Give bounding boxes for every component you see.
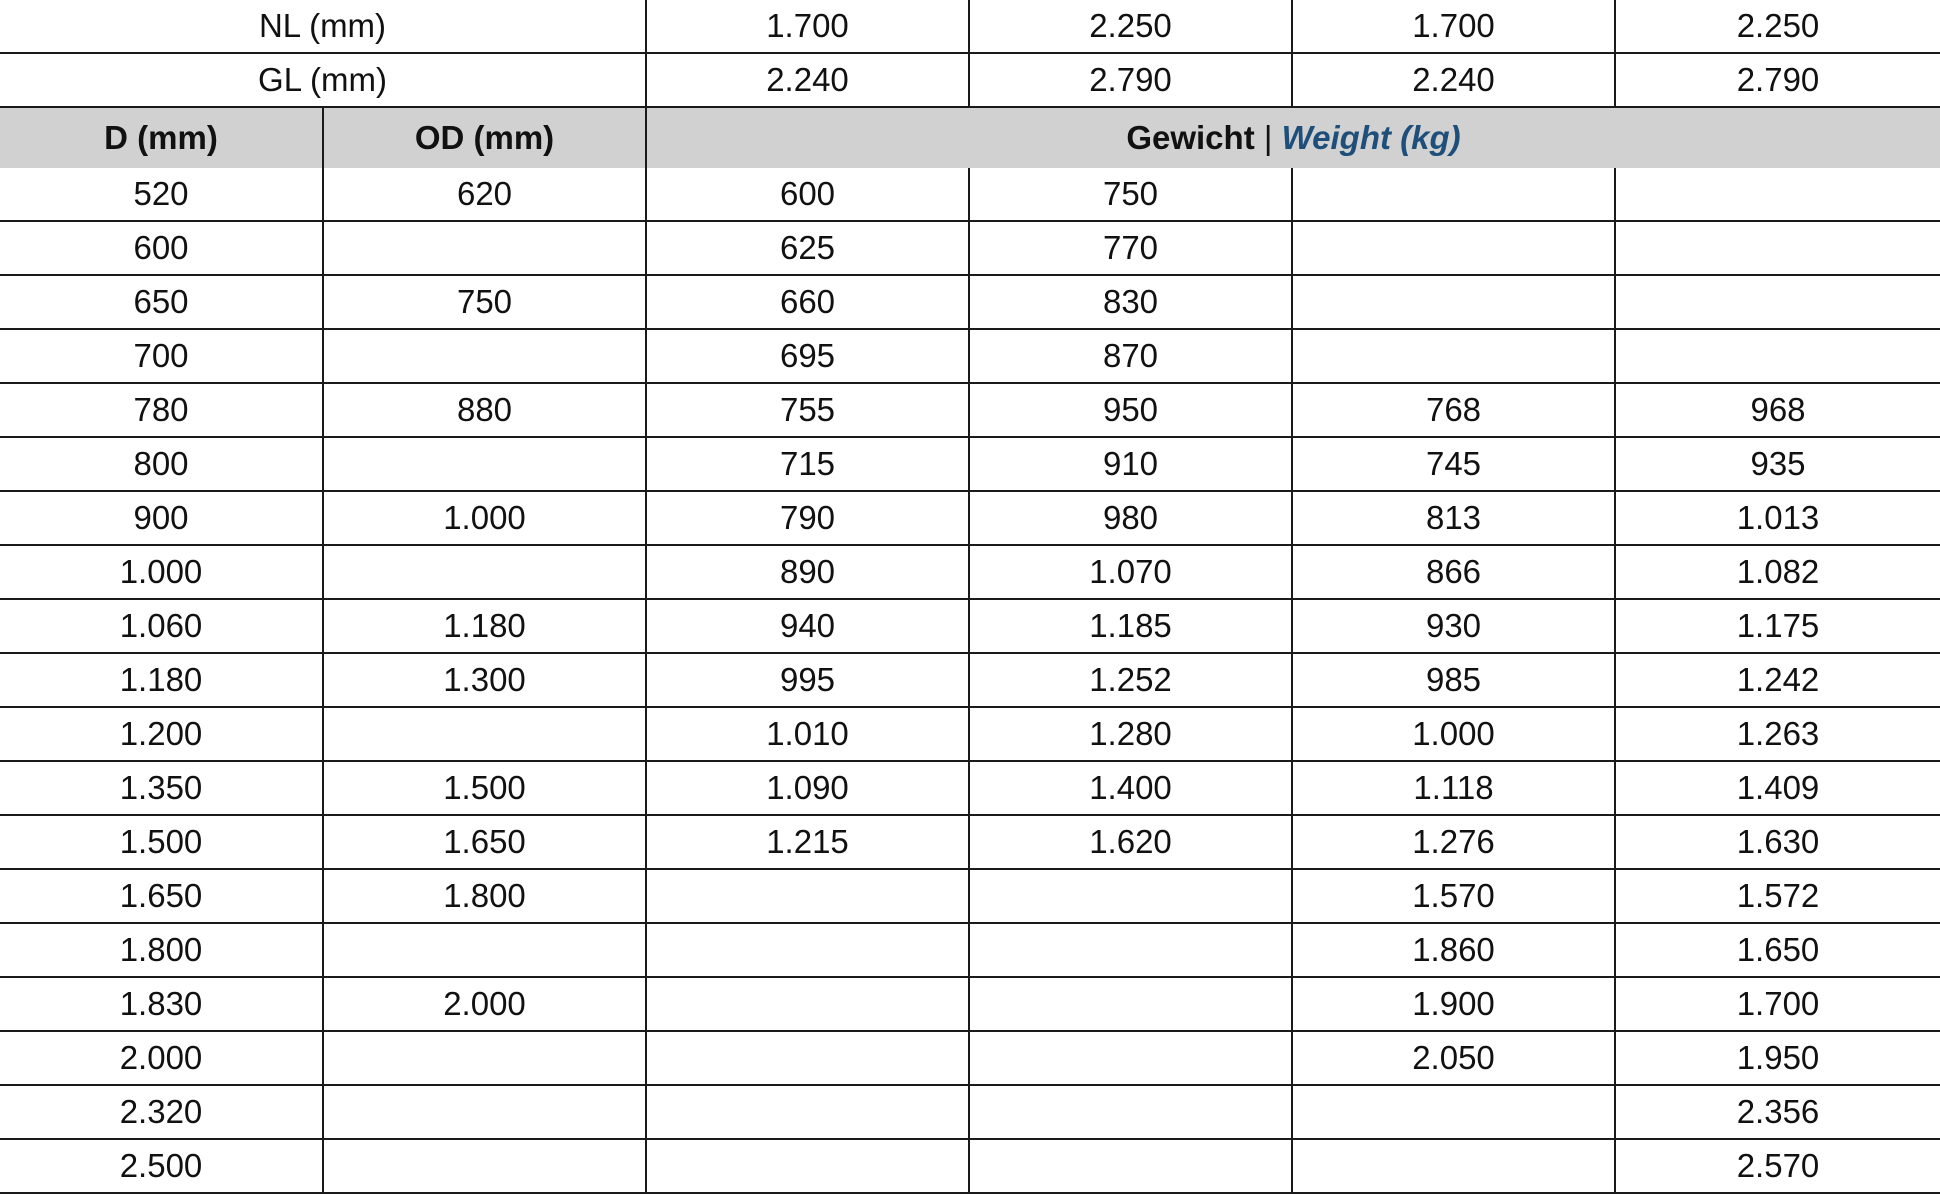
weight-cell: 1.572 [1615, 869, 1940, 923]
table-row [0, 383, 1940, 437]
d-cell: 800 [0, 437, 323, 491]
header-weight-en: Weight (kg) [1281, 119, 1461, 156]
od-cell: 750 [323, 275, 646, 329]
header-weight [646, 107, 1940, 168]
table-row [0, 1031, 1940, 1085]
weight-cell: 935 [1615, 437, 1940, 491]
od-cell [323, 1139, 646, 1193]
table-row [0, 1085, 1940, 1139]
table-row [0, 437, 1940, 491]
header-od: OD (mm) [323, 107, 646, 168]
od-cell: 1.300 [323, 653, 646, 707]
d-cell: 1.000 [0, 545, 323, 599]
od-cell: 2.000 [323, 977, 646, 1031]
d-cell: 650 [0, 275, 323, 329]
weight-cell: 1.950 [1615, 1031, 1940, 1085]
weight-cell [969, 1031, 1292, 1085]
d-cell: 1.830 [0, 977, 323, 1031]
weight-cell: 995 [646, 653, 969, 707]
weight-cell: 715 [646, 437, 969, 491]
weight-cell: 1.215 [646, 815, 969, 869]
weight-cell: 1.070 [969, 545, 1292, 599]
weight-cell: 985 [1292, 653, 1615, 707]
weight-cell [646, 1139, 969, 1193]
d-cell: 1.180 [0, 653, 323, 707]
table-row [0, 977, 1940, 1031]
header-d: D (mm) [0, 107, 323, 168]
weight-cell: 1.263 [1615, 707, 1940, 761]
table-row [0, 221, 1940, 275]
weight-cell [969, 977, 1292, 1031]
weight-cell [1292, 329, 1615, 383]
table-row [0, 653, 1940, 707]
gl-value: 2.790 [969, 53, 1292, 107]
weight-cell: 750 [969, 168, 1292, 221]
table-row [0, 815, 1940, 869]
weight-cell [1615, 329, 1940, 383]
od-cell [323, 437, 646, 491]
weight-cell: 1.630 [1615, 815, 1940, 869]
weight-cell [646, 1085, 969, 1139]
weight-cell: 745 [1292, 437, 1615, 491]
nl-value: 1.700 [1292, 0, 1615, 53]
table-row [0, 275, 1940, 329]
nl-value: 2.250 [969, 0, 1292, 53]
weight-cell [646, 869, 969, 923]
weight-cell: 1.010 [646, 707, 969, 761]
weight-cell [969, 1085, 1292, 1139]
table-row [0, 168, 1940, 221]
weight-cell: 790 [646, 491, 969, 545]
weight-cell [969, 923, 1292, 977]
weight-cell: 625 [646, 221, 969, 275]
od-cell [323, 1031, 646, 1085]
weight-cell: 1.118 [1292, 761, 1615, 815]
weight-cell: 1.185 [969, 599, 1292, 653]
od-cell [323, 221, 646, 275]
weight-cell: 980 [969, 491, 1292, 545]
header-weight-de: Gewicht [1126, 119, 1255, 156]
gl-value: 2.240 [1292, 53, 1615, 107]
weight-cell: 1.252 [969, 653, 1292, 707]
weight-cell: 770 [969, 221, 1292, 275]
weight-cell [1615, 168, 1940, 221]
weight-cell [969, 869, 1292, 923]
table-row [0, 329, 1940, 383]
column-header-row [0, 107, 1940, 168]
od-cell: 620 [323, 168, 646, 221]
d-cell: 1.800 [0, 923, 323, 977]
weight-cell [1292, 168, 1615, 221]
table-row [0, 599, 1940, 653]
od-cell: 1.180 [323, 599, 646, 653]
nl-row [0, 0, 1940, 53]
od-cell [323, 329, 646, 383]
weight-cell: 1.175 [1615, 599, 1940, 653]
weight-cell [1292, 275, 1615, 329]
table-row [0, 707, 1940, 761]
weight-cell [1292, 1139, 1615, 1193]
nl-value: 1.700 [646, 0, 969, 53]
gl-value: 2.240 [646, 53, 969, 107]
weight-cell: 910 [969, 437, 1292, 491]
table-row [0, 869, 1940, 923]
nl-label: NL (mm) [0, 0, 646, 53]
od-cell [323, 545, 646, 599]
od-cell: 880 [323, 383, 646, 437]
weight-cell: 1.280 [969, 707, 1292, 761]
weight-cell [1615, 275, 1940, 329]
weight-cell: 940 [646, 599, 969, 653]
weight-cell [646, 977, 969, 1031]
weight-cell: 1.082 [1615, 545, 1940, 599]
d-cell: 1.650 [0, 869, 323, 923]
weight-cell: 930 [1292, 599, 1615, 653]
weight-cell: 813 [1292, 491, 1615, 545]
weight-cell [969, 1139, 1292, 1193]
table-row [0, 1139, 1940, 1193]
d-cell: 1.060 [0, 599, 323, 653]
weight-cell: 2.050 [1292, 1031, 1615, 1085]
od-cell: 1.000 [323, 491, 646, 545]
d-cell: 1.200 [0, 707, 323, 761]
gl-value: 2.790 [1615, 53, 1940, 107]
weight-cell: 755 [646, 383, 969, 437]
weight-cell: 2.356 [1615, 1085, 1940, 1139]
weight-cell: 1.700 [1615, 977, 1940, 1031]
gl-label: GL (mm) [0, 53, 646, 107]
d-cell: 780 [0, 383, 323, 437]
weight-cell [1292, 221, 1615, 275]
weight-cell: 968 [1615, 383, 1940, 437]
weight-cell: 1.400 [969, 761, 1292, 815]
header-separator: | [1263, 119, 1273, 156]
weight-cell: 1.013 [1615, 491, 1940, 545]
weight-cell: 830 [969, 275, 1292, 329]
weight-cell: 1.090 [646, 761, 969, 815]
weight-cell [646, 1031, 969, 1085]
weight-cell: 870 [969, 329, 1292, 383]
weight-cell [1292, 1085, 1615, 1139]
weight-cell [646, 923, 969, 977]
od-cell [323, 923, 646, 977]
d-cell: 2.320 [0, 1085, 323, 1139]
table-row [0, 491, 1940, 545]
d-cell: 600 [0, 221, 323, 275]
weight-cell: 660 [646, 275, 969, 329]
d-cell: 1.350 [0, 761, 323, 815]
od-cell [323, 1085, 646, 1139]
table-row [0, 761, 1940, 815]
od-cell: 1.800 [323, 869, 646, 923]
nl-value: 2.250 [1615, 0, 1940, 53]
table-row [0, 545, 1940, 599]
weight-cell: 1.409 [1615, 761, 1940, 815]
od-cell: 1.650 [323, 815, 646, 869]
weight-cell: 1.242 [1615, 653, 1940, 707]
weight-cell: 890 [646, 545, 969, 599]
table-row [0, 923, 1940, 977]
weight-cell: 2.570 [1615, 1139, 1940, 1193]
weight-cell: 768 [1292, 383, 1615, 437]
d-cell: 900 [0, 491, 323, 545]
od-cell [323, 707, 646, 761]
weight-cell: 1.276 [1292, 815, 1615, 869]
d-cell: 520 [0, 168, 323, 221]
weight-cell: 1.860 [1292, 923, 1615, 977]
weight-cell: 600 [646, 168, 969, 221]
weight-cell: 695 [646, 329, 969, 383]
weight-cell: 1.000 [1292, 707, 1615, 761]
weight-cell: 866 [1292, 545, 1615, 599]
d-cell: 1.500 [0, 815, 323, 869]
weight-cell: 1.650 [1615, 923, 1940, 977]
od-cell: 1.500 [323, 761, 646, 815]
d-cell: 2.500 [0, 1139, 323, 1193]
weight-rows [0, 168, 1940, 1193]
weight-cell: 1.620 [969, 815, 1292, 869]
weight-cell: 1.570 [1292, 869, 1615, 923]
weight-cell [1615, 221, 1940, 275]
d-cell: 700 [0, 329, 323, 383]
weight-cell: 1.900 [1292, 977, 1615, 1031]
gl-row [0, 53, 1940, 107]
d-cell: 2.000 [0, 1031, 323, 1085]
weight-cell: 950 [969, 383, 1292, 437]
